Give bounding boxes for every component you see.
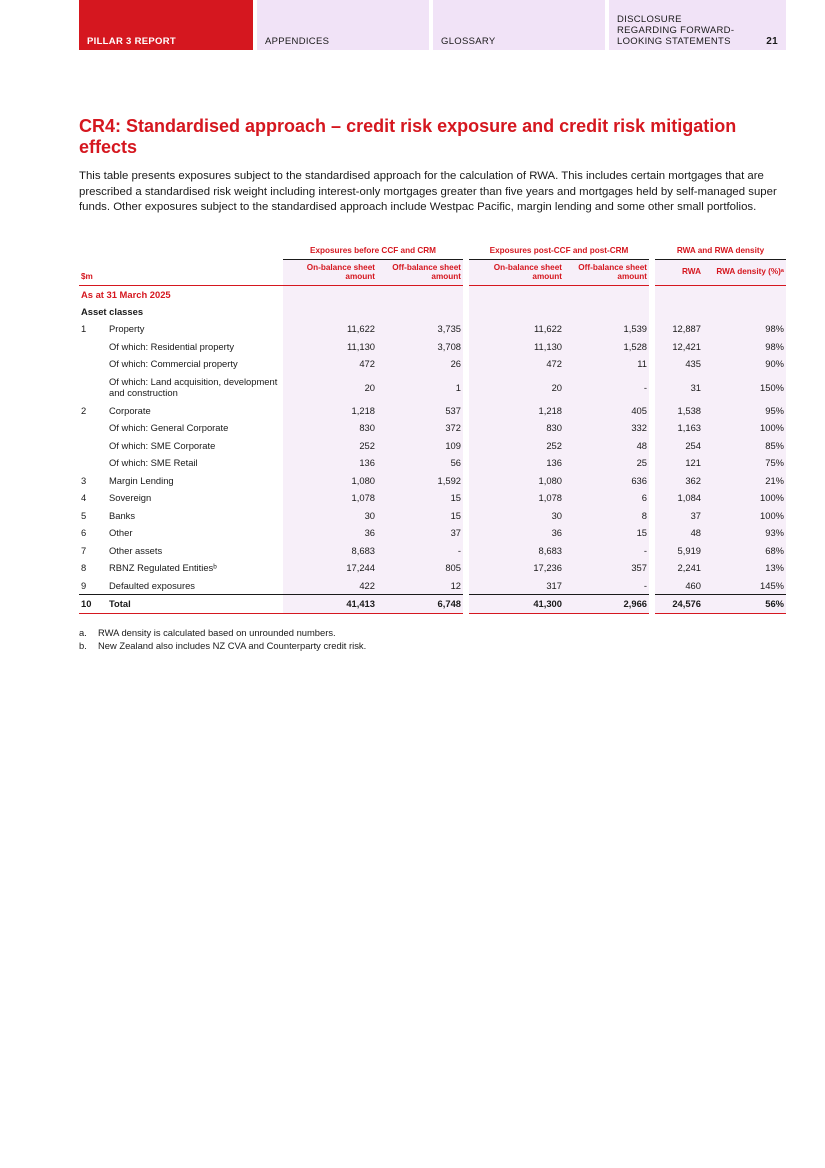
tab-pillar-3-report[interactable] — [79, 0, 253, 50]
row-label: Total — [107, 594, 283, 613]
row-label: Of which: Land acquisition, development and construction — [109, 375, 278, 398]
cell-value: 20 — [283, 373, 377, 402]
cell-value: - — [564, 542, 652, 560]
intro-paragraph: This table presents exposures subject to the standardised approach for the calculation of RWA. This includes certain mortgages that are prescribed a standardised risk weight including interest-only mortgages greater than five years and mortgages held by self-managed super funds. Other exposures subject to the standardised approach include Westpac Pacific, margin lending and some other small portfolios. — [79, 170, 777, 213]
cr4-table — [79, 243, 786, 614]
row-number: 2 — [81, 404, 87, 416]
cell-value: 36 — [283, 524, 377, 542]
cell-value: 435 — [652, 355, 703, 373]
cell-value: 1,218 — [466, 402, 564, 420]
cell-value: 12,421 — [652, 338, 703, 356]
cell-value: 12,887 — [652, 320, 703, 338]
cell-value: 98% — [703, 320, 786, 338]
cell-value: 252 — [466, 437, 564, 455]
cell-value: 41,413 — [283, 594, 377, 613]
cell-value: 537 — [377, 402, 466, 420]
cell-value: 830 — [466, 419, 564, 437]
cell-value: 41,300 — [466, 594, 564, 613]
column-group-header — [79, 243, 786, 259]
cell-value: 68% — [703, 542, 786, 560]
row-number: 1 — [81, 323, 87, 335]
cell-value: 26 — [377, 355, 466, 373]
cell-value: 31 — [652, 373, 703, 402]
cell-value: 75% — [703, 454, 786, 472]
tab-label: PILLAR 3 REPORT — [87, 36, 176, 47]
cell-value: 56 — [377, 454, 466, 472]
cell-value: 472 — [283, 355, 377, 373]
cell-value: 6 — [564, 489, 652, 507]
row-label: Corporate — [109, 404, 151, 416]
cell-value: 362 — [652, 472, 703, 490]
cell-value: 252 — [283, 437, 377, 455]
row-number — [79, 454, 107, 472]
cell-value: 93% — [703, 524, 786, 542]
cell-value: 1,218 — [283, 402, 377, 420]
column-header: RWA density (%)ᵃ — [703, 259, 786, 285]
column-header: On-balance sheet amount — [283, 259, 377, 285]
column-header: RWA — [652, 259, 703, 285]
table-row — [79, 559, 786, 577]
cell-value: 2,966 — [564, 594, 652, 613]
cell-value: 56% — [703, 594, 786, 613]
cell-value: 30 — [466, 507, 564, 525]
tab-label: DISCLOSURE REGARDING FORWARD- LOOKING STATEMENTS — [617, 14, 735, 47]
row-number: 6 — [81, 527, 87, 539]
cell-value: 30 — [283, 507, 377, 525]
cell-value: 1,080 — [283, 472, 377, 490]
cell-value: 1,592 — [377, 472, 466, 490]
cell-value: 25 — [564, 454, 652, 472]
period-label: As at 31 March 2025 — [81, 288, 171, 300]
row-label: Of which: SME Retail — [109, 457, 198, 469]
table-row — [79, 472, 786, 490]
cell-value: 37 — [652, 507, 703, 525]
cell-value: 8,683 — [283, 542, 377, 560]
cell-value: 100% — [703, 419, 786, 437]
cell-value: 1,078 — [466, 489, 564, 507]
cell-value: - — [377, 542, 466, 560]
cell-value: 405 — [564, 402, 652, 420]
cell-value: 21% — [703, 472, 786, 490]
cell-value: 98% — [703, 338, 786, 356]
top-navigation — [79, 0, 786, 50]
row-number: 8 — [81, 562, 87, 574]
row-number: 4 — [81, 492, 87, 504]
cell-value: 254 — [652, 437, 703, 455]
table-row — [79, 507, 786, 525]
cell-value: 6,748 — [377, 594, 466, 613]
cell-value: 17,236 — [466, 559, 564, 577]
column-header-row — [79, 259, 786, 285]
cell-value: 2,241 — [652, 559, 703, 577]
cell-value: - — [564, 577, 652, 595]
cell-value: 85% — [703, 437, 786, 455]
cell-value: 90% — [703, 355, 786, 373]
cell-value: 1,084 — [652, 489, 703, 507]
row-label: Margin Lending — [109, 474, 174, 486]
row-number: 5 — [81, 509, 87, 521]
cell-value: 1,528 — [564, 338, 652, 356]
cell-value: 3,735 — [377, 320, 466, 338]
row-label: Other — [109, 527, 133, 539]
row-label: Of which: Commercial property — [109, 358, 238, 370]
cell-value: 136 — [283, 454, 377, 472]
row-number: 10 — [79, 594, 107, 613]
row-label: Other assets — [109, 544, 163, 556]
cell-value: 136 — [466, 454, 564, 472]
page-number: 21 — [766, 36, 778, 47]
row-label: Sovereign — [109, 492, 152, 504]
cell-value: 100% — [703, 489, 786, 507]
footnotes — [79, 626, 366, 652]
row-label: Defaulted exposures — [109, 579, 195, 591]
row-number: 3 — [81, 474, 87, 486]
cell-value: 15 — [377, 489, 466, 507]
cell-value: 121 — [652, 454, 703, 472]
table-row — [79, 338, 786, 356]
cell-value: 13% — [703, 559, 786, 577]
row-label: Of which: Residential property — [109, 340, 235, 352]
cell-value: 3,708 — [377, 338, 466, 356]
cell-value: 17,244 — [283, 559, 377, 577]
row-number — [79, 373, 107, 402]
table-row — [79, 402, 786, 420]
footnote — [79, 626, 366, 639]
cell-value: 15 — [564, 524, 652, 542]
cell-value: 15 — [377, 507, 466, 525]
table-row — [79, 355, 786, 373]
page-title: CR4: Standardised approach – credit risk exposure and credit risk mitigation effects — [79, 116, 737, 157]
table-row — [79, 489, 786, 507]
cell-value: 472 — [466, 355, 564, 373]
tab-label: APPENDICES — [265, 36, 330, 47]
row-number — [79, 419, 107, 437]
tab-label: GLOSSARY — [441, 36, 496, 47]
column-header: Off-balance sheet amount — [564, 259, 652, 285]
cell-value: 145% — [703, 577, 786, 595]
row-number: 9 — [81, 579, 87, 591]
cell-value: 24,576 — [652, 594, 703, 613]
cell-value: 1,538 — [652, 402, 703, 420]
cell-value: 150% — [703, 373, 786, 402]
table-row — [79, 524, 786, 542]
cell-value: 1,539 — [564, 320, 652, 338]
cell-value: 37 — [377, 524, 466, 542]
row-label: Of which: General Corporate — [109, 422, 229, 434]
cell-value: 20 — [466, 373, 564, 402]
cell-value: 11,130 — [466, 338, 564, 356]
cell-value: 48 — [652, 524, 703, 542]
cell-value: 372 — [377, 419, 466, 437]
period-row — [79, 285, 786, 303]
cell-value: 5,919 — [652, 542, 703, 560]
table-row — [79, 454, 786, 472]
cell-value: 317 — [466, 577, 564, 595]
table-row — [79, 419, 786, 437]
section-label: Asset classes — [81, 305, 144, 317]
cell-value: 422 — [283, 577, 377, 595]
cell-value: 11,622 — [283, 320, 377, 338]
cell-value: 11 — [564, 355, 652, 373]
group-header: Exposures before CCF and CRM — [283, 243, 466, 259]
footnote-key: b. — [79, 640, 87, 651]
tab-glossary[interactable] — [433, 0, 605, 50]
footnote — [79, 639, 366, 652]
table-row — [79, 542, 786, 560]
cell-value: 1,163 — [652, 419, 703, 437]
cell-value: 11,622 — [466, 320, 564, 338]
table-row — [79, 437, 786, 455]
cell-value: 830 — [283, 419, 377, 437]
row-label: Banks — [109, 509, 136, 521]
row-label: Property — [109, 323, 145, 335]
cell-value: 357 — [564, 559, 652, 577]
cell-value: 1,078 — [283, 489, 377, 507]
table-row — [79, 320, 786, 338]
group-header: RWA and RWA density — [652, 243, 786, 259]
column-header: Off-balance sheet amount — [377, 259, 466, 285]
row-number — [79, 355, 107, 373]
row-number — [79, 338, 107, 356]
cell-value: 11,130 — [283, 338, 377, 356]
cell-value: 48 — [564, 437, 652, 455]
cell-value: 95% — [703, 402, 786, 420]
cell-value: 109 — [377, 437, 466, 455]
footnote-text: New Zealand also includes NZ CVA and Counterparty credit risk. — [98, 640, 367, 651]
table-row — [79, 577, 786, 595]
row-number: 7 — [81, 544, 87, 556]
cell-value: 460 — [652, 577, 703, 595]
group-header: Exposures post-CCF and post-CRM — [466, 243, 652, 259]
total-row — [79, 594, 786, 613]
footnote-key: a. — [79, 627, 87, 638]
cell-value: 100% — [703, 507, 786, 525]
tab-disclosure-forward-looking[interactable] — [609, 0, 786, 50]
cell-value: 12 — [377, 577, 466, 595]
column-header: On-balance sheet amount — [466, 259, 564, 285]
cell-value: 636 — [564, 472, 652, 490]
unit-label: $m — [79, 259, 283, 285]
cell-value: 1,080 — [466, 472, 564, 490]
cell-value: - — [564, 373, 652, 402]
row-number — [79, 437, 107, 455]
table-row — [79, 373, 786, 402]
cell-value: 36 — [466, 524, 564, 542]
section-row — [79, 303, 786, 321]
cell-value: 332 — [564, 419, 652, 437]
footnote-text: RWA density is calculated based on unrounded numbers. — [98, 627, 336, 638]
cell-value: 8 — [564, 507, 652, 525]
cell-value: 1 — [377, 373, 466, 402]
tab-appendices[interactable] — [257, 0, 429, 50]
cell-value: 805 — [377, 559, 466, 577]
row-label: RBNZ Regulated Entitiesᵇ — [109, 562, 217, 574]
cell-value: 8,683 — [466, 542, 564, 560]
row-label: Of which: SME Corporate — [109, 439, 216, 451]
